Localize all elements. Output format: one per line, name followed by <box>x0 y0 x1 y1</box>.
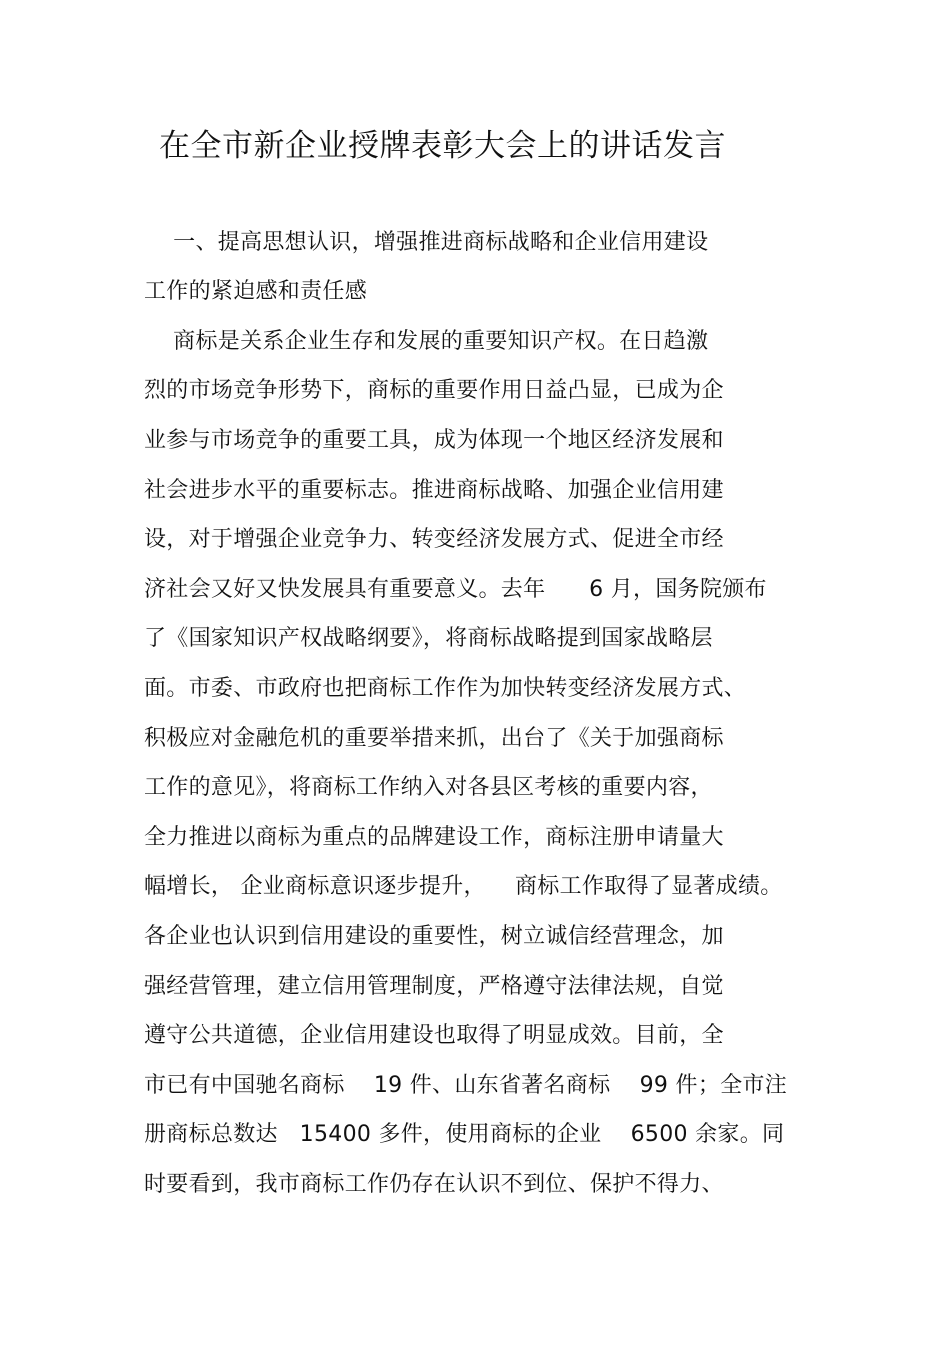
paragraph-line: 商标是关系企业生存和发展的重要知识产权。在日趋激 <box>144 329 709 354</box>
document-title: 在全市新企业授牌表彰大会上的讲话发言 <box>159 128 726 164</box>
paragraph-line: 社会进步水平的重要标志。推进商标战略、加强企业信用建 <box>144 478 724 503</box>
paragraph-line: 幅增长， 企业商标意识逐步提升， 商标工作取得了显著成绩。 <box>144 874 783 899</box>
paragraph-line: 市已有中国驰名商标 19 件、山东省著名商标 99 件；全市注 <box>144 1073 788 1098</box>
paragraph-line: 了《国家知识产权战略纲要》，将商标战略提到国家战略层 <box>144 626 713 651</box>
paragraph-line: 工作的紧迫感和责任感 <box>144 279 368 304</box>
paragraph-line: 一、提高思想认识，增强推进商标战略和企业信用建设 <box>144 230 709 255</box>
paragraph-line: 强经营管理，建立信用管理制度，严格遵守法律法规，自觉 <box>144 974 724 999</box>
paragraph-line: 设，对于增强企业竞争力、转变经济发展方式、促进全市经 <box>144 527 724 552</box>
paragraph-line: 各企业也认识到信用建设的重要性，树立诚信经营理念，加 <box>144 924 724 949</box>
paragraph-line: 册商标总数达 15400 多件，使用商标的企业 6500 余家。同 <box>144 1122 785 1147</box>
paragraph-line: 遵守公共道德，企业信用建设也取得了明显成效。目前，全 <box>144 1023 724 1048</box>
paragraph-line: 时要看到，我市商标工作仍存在认识不到位、保护不得力、 <box>144 1172 724 1197</box>
paragraph-line: 积极应对金融危机的重要举措来抓，出台了《关于加强商标 <box>144 726 724 751</box>
paragraph-line: 烈的市场竞争形势下，商标的重要作用日益凸显，已成为企 <box>144 378 724 403</box>
paragraph-line: 面。市委、市政府也把商标工作作为加快转变经济发展方式、 <box>144 676 747 701</box>
paragraph-line: 济社会又好又快发展具有重要意义。去年 6 月，国务院颁布 <box>144 577 767 602</box>
paragraph-line: 业参与市场竞争的重要工具，成为体现一个地区经济发展和 <box>144 428 724 453</box>
paragraph-line: 全力推进以商标为重点的品牌建设工作，商标注册申请量大 <box>144 825 724 850</box>
paragraph-line: 工作的意见》，将商标工作纳入对各县区考核的重要内容， <box>144 775 713 800</box>
